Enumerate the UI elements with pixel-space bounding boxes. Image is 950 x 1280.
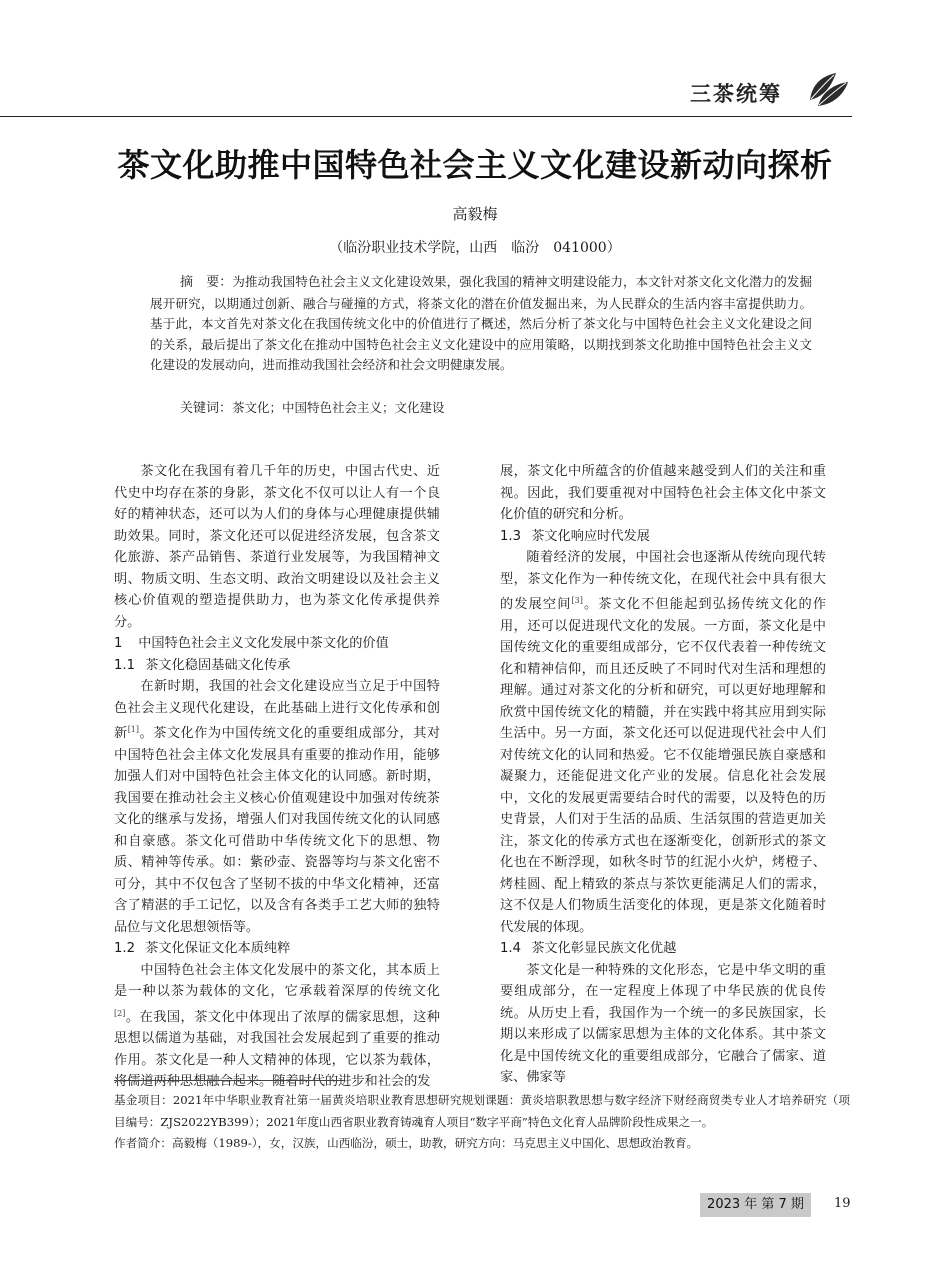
section-title: 茶文化保证文化本质纯粹 (145, 941, 291, 956)
section-heading-1-4 (500, 938, 826, 960)
fund-note: 基金项目：2021年中华职业教育社第一届黄炎培职业教育思想研究规划课题：黄炎培职教思想与数字经济下财经商贸类专业人才培养研究（项目编号：ZJS2022YB399）；2021年度山西省职业教育铸魂育人项目“数字平商”特色文化育人品牌阶段性成果之一。 (114, 1093, 850, 1129)
header-rule (0, 116, 852, 117)
section-title: 茶文化稳固基础文化传承 (145, 657, 291, 673)
paragraph-text: 在新时期，我国的社会文化建设应当立足于中国特色社会主义现代化建设，在此基础上进行文化传承和创新 (114, 679, 440, 741)
author-name: 高毅梅 (452, 205, 498, 223)
section-number: 1 (114, 636, 123, 651)
paragraph-text: 随着经济的发展，中国社会也逐渐从传统向现代转型，茶文化作为一种传统文化，在现代社会中具有很大的发展空间 (500, 550, 826, 612)
issue-badge: 2023 年 第 7 期 (700, 1193, 811, 1217)
tea-leaf-icon (806, 70, 850, 110)
citation-ref: [3] (571, 596, 583, 605)
section-heading-1-2 (114, 938, 440, 960)
section-name: 三茶统筹 (690, 81, 782, 106)
section-title: 茶文化响应时代发展 (531, 528, 650, 544)
footnotes (114, 1090, 850, 1155)
section-heading-1-3 (500, 526, 826, 548)
citation-ref: [1] (127, 725, 140, 734)
section-heading-1 (114, 633, 440, 655)
section-title: 茶文化彰显民族文化优越 (531, 941, 677, 956)
author-affiliation: （临汾职业技术学院，山西 临汾 041000） (329, 240, 621, 256)
page-number: 19 (834, 1196, 851, 1211)
article-title: 茶文化助推中国特色社会主义文化建设新动向探析 (117, 146, 833, 184)
paragraph-text: 。茶文化不但能起到弘扬传统文化的作用，还可以促进现代文化的发展。一方面，茶文化是中国传统文化的重要组成部分，它不仅代表着一种传统文化和精神信仰，而且还反映了不同时代对生活和理想的理解。通过对茶文化的分析和研究，可以更好地理解和欣赏中国传统文化的精髓，并在实践中将其应用到实际生活中。另一方面，茶文化还可以促进现代社会中人们对传统文化的认同和热爱。它不仅能增强民族自豪感和凝聚力，还能促进文化产业的发展。信息化社会发展中，文化的发展更需要结合时代的需要，以及特色的历史背景，人们对于生活的品质、生活氛围的营造更加关注，茶文化的传承方式也在逐渐变化，创新形式的茶文化也在不断浮现，如秋冬时节的红泥小火炉，烤橙子、烤桂圆、配上精致的茶点与茶饮更能满足人们的需求，这不仅是人们物质生活变化的体现，更是茶文化随着时代发展的体现。 (500, 597, 827, 935)
paragraph (114, 960, 440, 1093)
section-number: 1.1 (114, 657, 135, 673)
section-title: 中国特色社会主义文化发展中茶文化的价值 (138, 636, 389, 651)
body-column-right (500, 461, 826, 1089)
author-bio: 作者简介：高毅梅（1989-），女，汉族，山西临汾，硕士，助教，研究方向：马克思主义中国化、思想政治教育。 (114, 1136, 699, 1151)
abstract-label: 摘 要： (180, 275, 233, 290)
abstract-text: 为推动我国特色社会主义文化建设效果，强化我国的精神文明建设能力，本文针对茶文化文化潜力的发掘展开研究，以期通过创新、融合与碰撞的方式，将茶文化的潜在价值发掘出来，为人民群众的生活内容丰富提供助力。基于此，本文首先对茶文化在我国传统文化中的价值进行了概述，然后分析了茶文化与中国特色社会主义文化建设之间的关系，最后提出了茶文化在推动中国特色社会主义文化建设中的应用策略，以期找到茶文化助推中国特色社会主义文化建设的发展动向，进而推动我国社会经济和社会文明健康发展。 (150, 274, 812, 373)
paragraph-text: 。茶文化作为中国传统文化的重要组成部分，其对中国特色社会主体文化发展具有重要的推动作用，能够加强人们对中国特色社会主体文化的认同感。新时期，我国要在推动社会主义核心价值观建设中加强对传统茶文化的继承与发扬，增强人们对我国传统文化的认同感和自豪感。茶文化可借助中华传统文化下的思想、物质、精神等传承。如：紫砂壶、瓷器等均与茶文化密不可分，其中不仅包含了坚韧不拔的中华文化精神，还富含了精湛的手工记忆，以及含有各类手工艺大师的独特品位与文化思想领悟等。 (114, 726, 441, 935)
paragraph (114, 676, 440, 938)
abstract (150, 272, 812, 376)
paragraph-text: 中国特色社会主体文化发展中的茶文化，其本质上是一种以茶为载体的文化，它承载着深厚的传统文化 (114, 962, 440, 999)
paragraph: 茶文化是一种特殊的文化形态，它是中华文明的重要组成部分，在一定程度上体现了中华民族的优良传统。从历史上看，我国作为一个统一的多民族国家，长期以来形成了以儒家思想为主体的文化体系。其中茶文化是中国传统文化的重要组成部分，它融合了儒家、道家、佛家等 (500, 962, 826, 1085)
intro-paragraph: 茶文化在我国有着几千年的历史，中国古代史、近代史中均存在茶的身影，茶文化不仅可以让人有一个良好的精神状态，还可以为人们的身体与心理健康提供辅助效果。同时，茶文化还可以促进经济发展，包含茶文化旅游、茶产品销售、茶道行业发展等，为我国精神文明、物质文明、生态文明、政治文明建设以及社会主义核心价值观的塑造提供助力，也为茶文化传承提供养分。 (114, 464, 440, 630)
footnote-rule (114, 1080, 344, 1081)
section-heading-1-1 (114, 655, 440, 677)
body-column-left (114, 461, 440, 1093)
section-number: 1.4 (500, 941, 521, 956)
keywords-label: 关键词： (180, 401, 233, 416)
keywords-text: 茶文化；中国特色社会主义；文化建设 (232, 400, 445, 415)
citation-ref: [2] (114, 1008, 126, 1018)
section-number: 1.3 (500, 528, 521, 544)
continued-paragraph: 展，茶文化中所蕴含的价值越来越受到人们的关注和重视。因此，我们要重视对中国特色社会主体文化中茶文化价值的研究和分析。 (500, 464, 826, 522)
keywords (180, 398, 445, 419)
section-number: 1.2 (114, 941, 135, 956)
paragraph-text: 。在我国，茶文化中体现出了浓厚的儒家思想，这种思想以儒道为基础，对我国社会发展起到了重要的推动作用。茶文化是一种人文精神的体现，它以茶为载体，将儒道两种思想融合起来。随着时代的进步和社会的发 (114, 1009, 440, 1089)
paragraph (500, 547, 826, 938)
